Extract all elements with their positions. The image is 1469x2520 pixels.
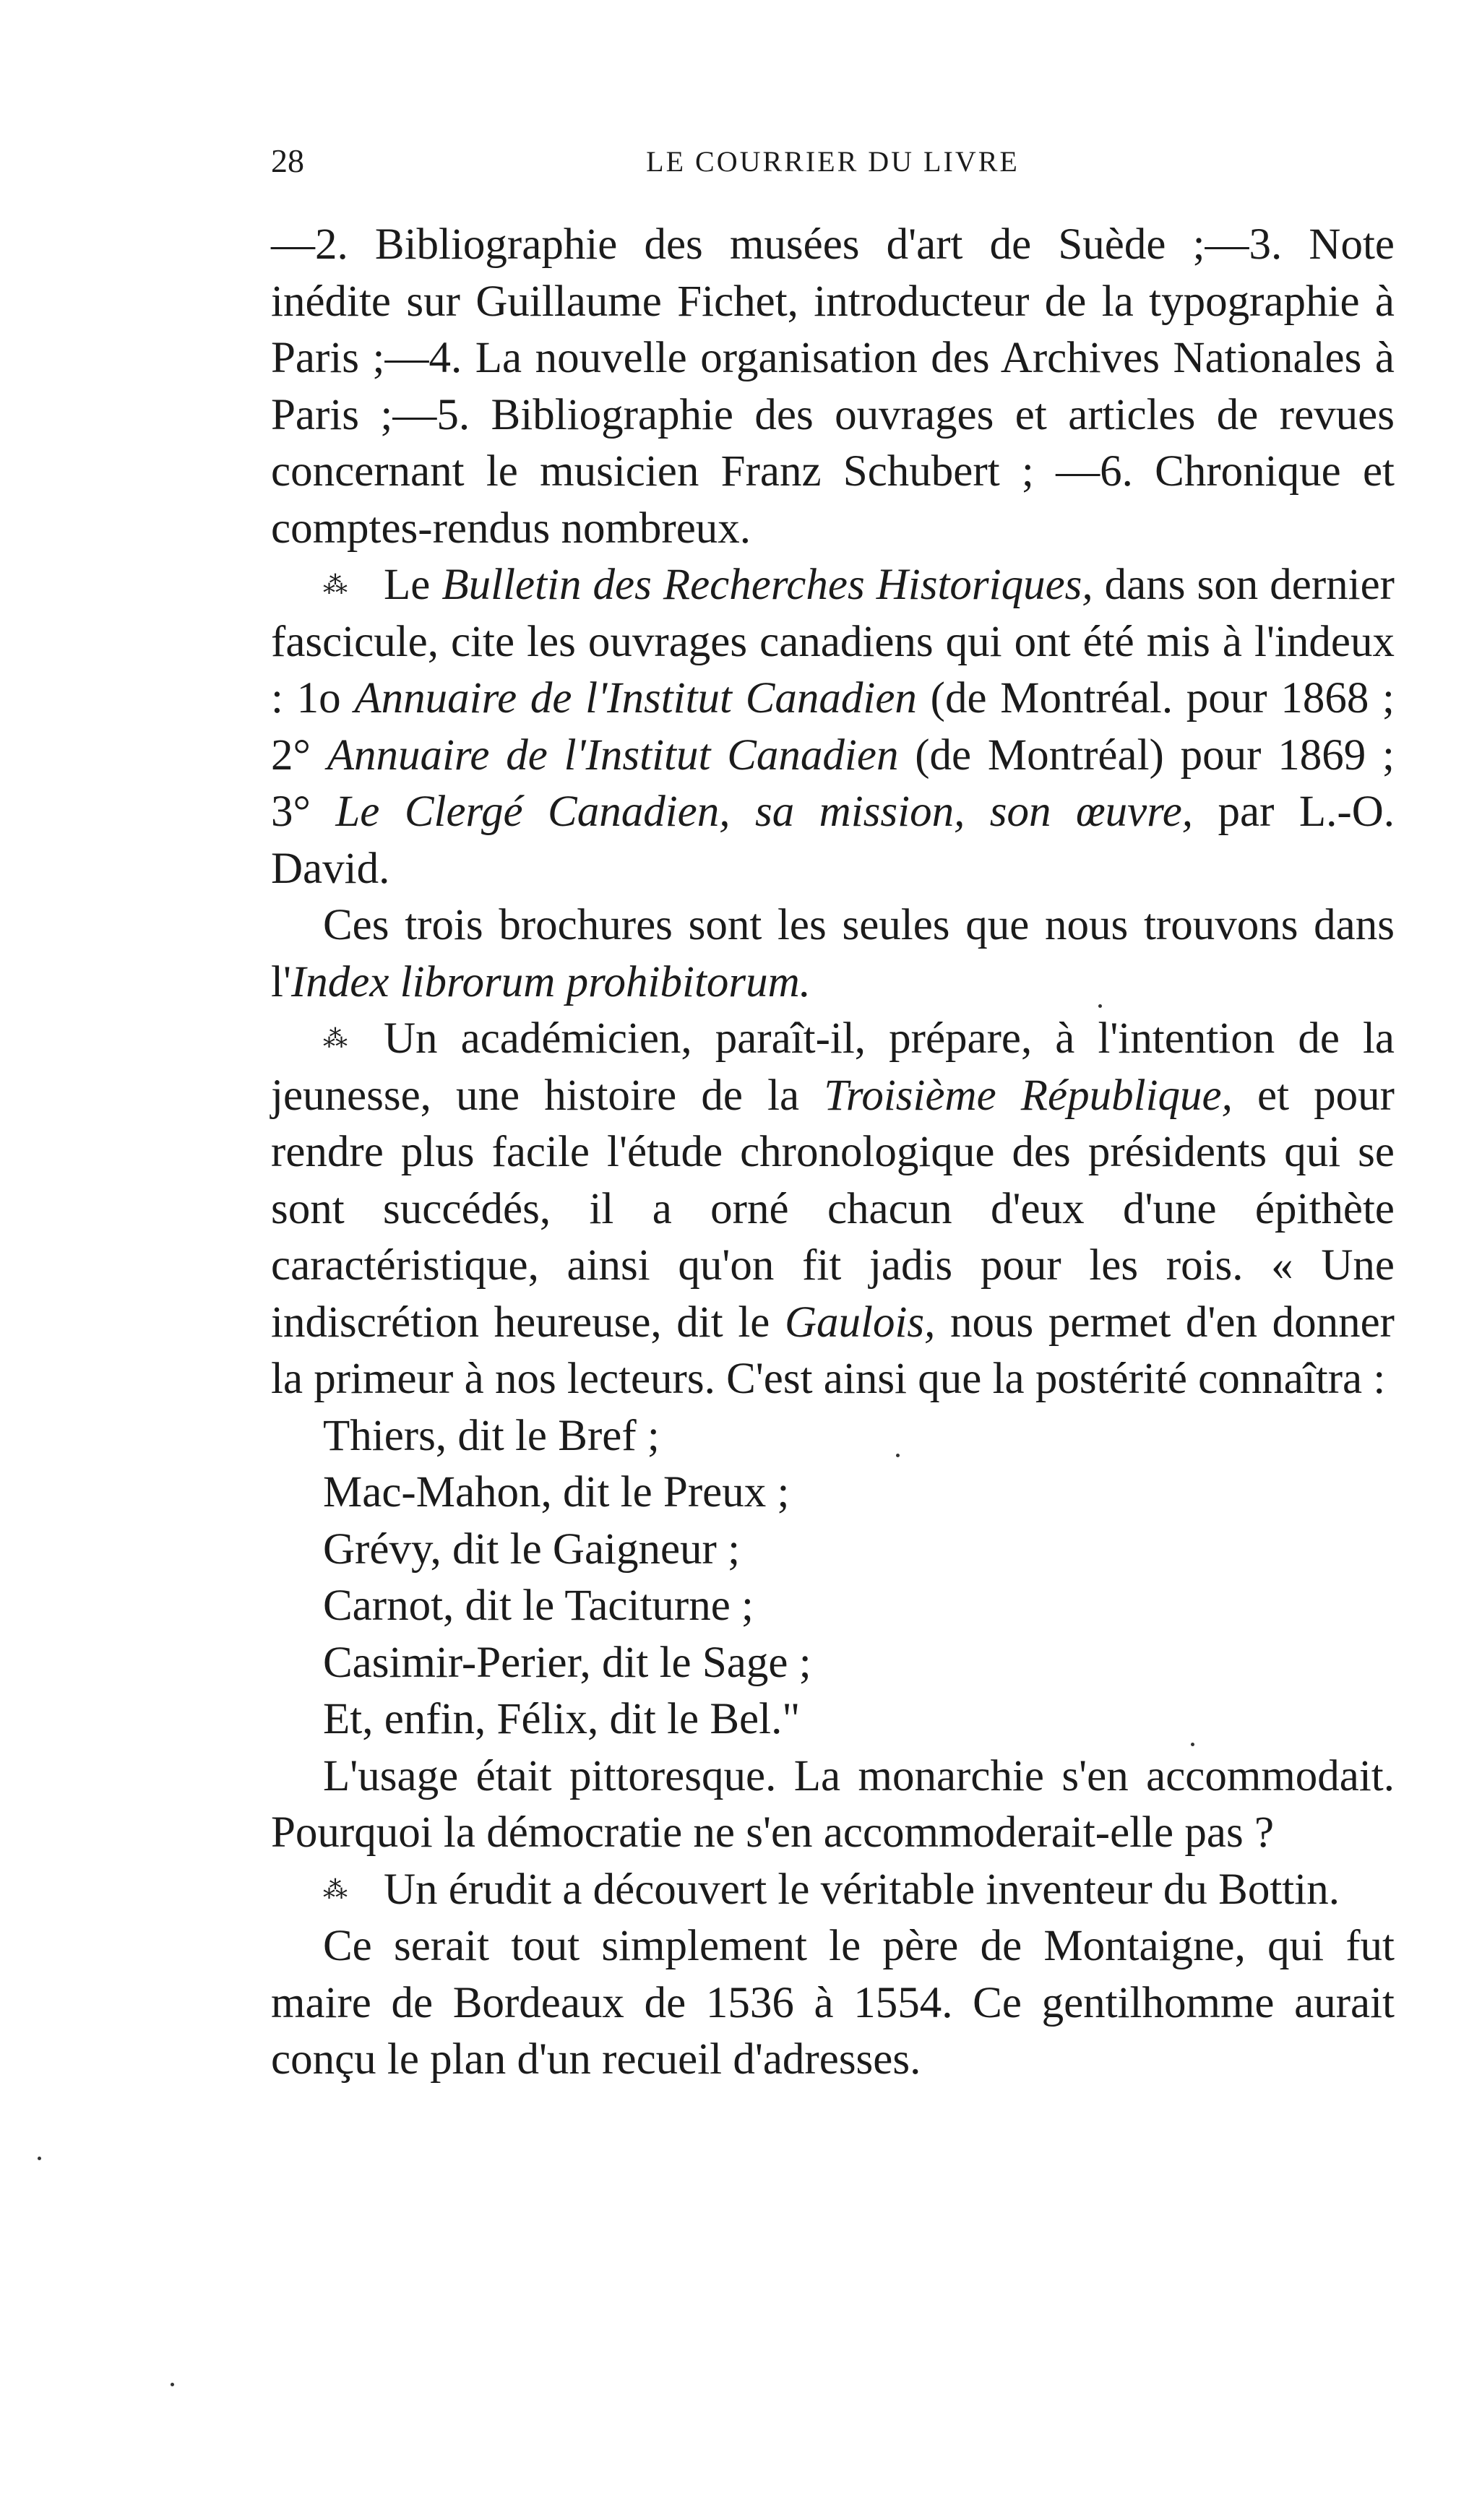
title-clerge-canadien: Le Clergé Canadien, sa mission, son œuvre, (335, 788, 1194, 836)
asterism-icon: ⁂ (323, 1876, 348, 1904)
title-annuaire-1869: Annuaire de l'Institut Canadien (327, 730, 899, 780)
print-speck (1098, 1004, 1102, 1008)
title-index: Index librorum prohibitorum. (290, 957, 811, 1006)
print-speck (171, 2383, 174, 2386)
title-troisieme-republique: Troisième République, (824, 1071, 1233, 1120)
verse-line: Casimir-Perier, dit le Sage ; (323, 1638, 811, 1687)
print-speck (896, 1454, 900, 1457)
verse-line: Et, enfin, Félix, dit le Bel." (323, 1695, 801, 1743)
verse-line: Carnot, dit le Taciturne ; (323, 1582, 754, 1630)
verse-line: Thiers, dit le Bref ; (323, 1411, 660, 1460)
body-text (271, 217, 1395, 2089)
paragraph-academicien: ⁂ Un académicien, paraît-il, prépare, à l'intention de la jeunesse, une histoire de la Troisième République, et pour rendre plus facile l'étude chronologique des présidents qui se sont succédés, il a orné chacun d'eux d'une épithète caractéristique, ainsi qu'on fit jadis pour les rois. « Une indiscrétion heureuse, dit le Gaulois, nous permet d'en donner la primeur à nos lecteurs. C'est ainsi que la postérité connaîtra : (271, 1014, 1395, 1403)
verse-line: Mac-Mahon, dit le Preux ; (323, 1468, 790, 1516)
page-number: 28 (271, 142, 304, 179)
running-title: LE COURRIER DU LIVRE (646, 145, 1020, 178)
paragraph-index: Ces trois brochures sont les seules que nous trouvons dans l'Index librorum prohibitorum. (271, 901, 1395, 1006)
paragraph-erudit: ⁂ Un érudit a découvert le véritable inventeur du Bottin. (323, 1865, 1340, 1914)
print-speck (1191, 1743, 1194, 1746)
asterism-icon: ⁂ (323, 1026, 348, 1053)
paragraph-montaigne: Ce serait tout simplement le père de Montaigne, qui fut maire de Bordeaux de 1536 à 1554. Ce gentilhomme aurait conçu le plan d'un recueil d'adresses. (271, 1922, 1395, 2084)
asterism-icon: ⁂ (323, 572, 348, 599)
verse-line: Grévy, dit le Gaigneur ; (323, 1524, 741, 1574)
print-speck (38, 2157, 41, 2160)
paragraph-usage: L'usage était pittoresque. La monarchie s'en accommodait. Pourquoi la démocratie ne s'en accommoderait-elle pas ? (271, 1751, 1395, 1857)
title-bulletin: Bulletin des Recherches Historiques, (441, 561, 1093, 609)
title-gaulois: Gaulois, (784, 1298, 936, 1347)
page-header (271, 142, 1395, 185)
paragraph-bulletin: ⁂ Le Bulletin des Recherches Historiques, dans son dernier fascicule, cite les ouvrages canadiens qui ont été mis à l'indeux : 1o Annuaire de l'Institut Canadien (de Montréal. pour 1868 ; 2° Annuaire de l'Institut Canadien (de Montréal) pour 1869 ; 3° Le Clergé Canadien, sa mission, son œuvre, par L.-O. David. (271, 561, 1395, 893)
title-annuaire-1868: Annuaire de l'Institut Canadien (354, 674, 917, 722)
paragraph-contents-list: —2. Bibliographie des musées d'art de Suède ;—3. Note inédite sur Guillaume Fichet, introducteur de la typographie à Paris ;—4. La nouvelle organisation des Archives Nationales à Paris ;—5. Bibliographie des ouvrages et articles de revues concernant le musicien Franz Schubert ; —6. Chronique et comptes-rendus nombreux. (271, 220, 1395, 553)
